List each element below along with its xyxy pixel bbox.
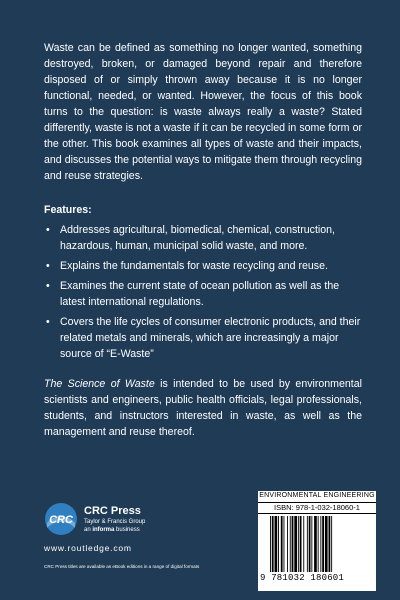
logo-text: CRC — [49, 514, 73, 526]
feature-item — [44, 278, 362, 310]
barcode-block — [258, 491, 376, 591]
bullet-icon: • — [46, 224, 50, 236]
feature-text: Covers the life cycles of consumer electronic products, and their related metals and minerals, which are increasingly a major source of “E-Waste” — [60, 316, 361, 360]
bullet-icon: • — [46, 316, 50, 328]
book-description: Waste can be defined as something no longer wanted, something destroyed, broken, or damaged beyond repair and therefore disposed of or simply thrown away because it is no longer functional, needed, or wanted. However, the focus of this book turns to the question: is waste always really a waste? Stated differently, waste is not a waste if it can be recycled in some form or the other. This book examines all types of waste and their impacts, and discusses the potential ways to mitigate them through recycling and reuse strategies. — [44, 42, 362, 182]
business-brand: informa — [92, 527, 115, 533]
business-prefix: an — [84, 527, 93, 533]
features-list — [44, 222, 362, 366]
closing-text: is intended to be used by environmental scientists and engineers, public health officials, legal professionals, students, and instructors interested in waste, as well as the management and reuse thereof. — [44, 378, 362, 438]
barcode-digits: 9 781032 180601 — [260, 573, 345, 583]
feature-text: Examines the current state of ocean pollution as well as the latest international regulations. — [60, 280, 340, 308]
business-suffix: business — [114, 527, 140, 533]
publisher-name: CRC Press — [84, 505, 141, 517]
feature-text: Explains the fundamentals for waste recycling and reuse. — [60, 260, 328, 272]
features-heading: Features: — [44, 204, 92, 216]
publisher-group: Taylor & Francis Group — [84, 519, 146, 525]
publisher-business — [84, 527, 140, 533]
crc-logo-icon — [44, 502, 78, 536]
publisher-url: www.routledge.com — [44, 543, 132, 553]
bullet-icon: • — [46, 280, 50, 292]
book-title: The Science of Waste — [44, 378, 155, 390]
barcode-icon — [268, 516, 372, 572]
closing-paragraph — [44, 376, 362, 440]
subject-category: ENVIRONMENTAL ENGINEERING — [259, 492, 375, 499]
bullet-icon: • — [46, 260, 50, 272]
publisher-block — [44, 502, 244, 592]
feature-text: Addresses agricultural, biomedical, chemical, construction, hazardous, human, municipal solid waste, and more. — [60, 224, 335, 252]
feature-item — [44, 222, 362, 254]
feature-item — [44, 314, 362, 362]
feature-item — [44, 258, 362, 274]
ebook-note: CRC Press titles are available as eBook editions in a range of digital formats — [44, 564, 200, 569]
isbn: ISBN: 978-1-032-18060-1 — [258, 502, 376, 514]
